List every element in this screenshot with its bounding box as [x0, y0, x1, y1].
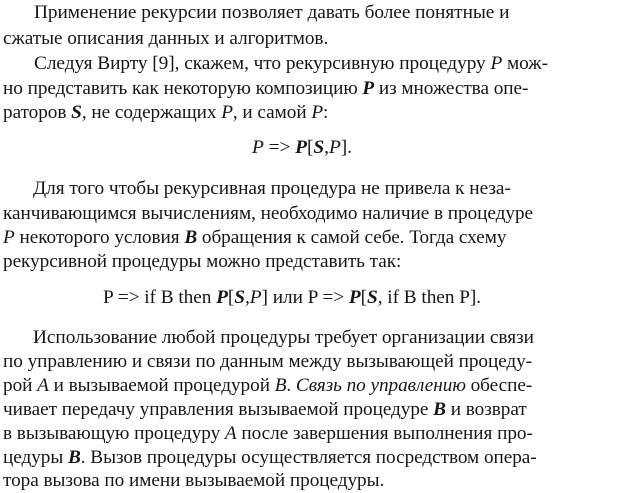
text: раторов [3, 102, 72, 123]
text: мож- [502, 53, 548, 74]
paragraph-3-line-1 [33, 177, 621, 201]
paragraph-1-line-1 [34, 1, 621, 25]
var-p: P [311, 102, 324, 123]
text: : [323, 102, 329, 123]
text: по управлению и связи по данным между вызывающей процеду- [3, 351, 533, 372]
text: рекурсивной процедуры можно представить так: [3, 251, 402, 272]
text: но представить как некоторую композицию [3, 78, 363, 99]
var-p-bold: P [362, 78, 375, 99]
bracket: [ [306, 137, 314, 158]
text: , не содержащих [81, 102, 222, 123]
var-a: A [37, 375, 49, 396]
paragraph-3-line-4 [3, 250, 621, 274]
var-s-bold: S [367, 287, 378, 308]
var-p: P [3, 227, 15, 248]
bracket: [ [360, 287, 368, 308]
var-p: P [249, 287, 262, 308]
text: канчивающимся вычислениям, необходимо наличие в процедуре [3, 203, 534, 224]
paragraph-2-line-1 [34, 52, 621, 76]
var-s-bold: S [234, 287, 246, 308]
paragraph-3-line-2 [3, 202, 621, 226]
var-p: P [328, 137, 341, 158]
text: P => if B then [103, 287, 217, 308]
text: из множества опе- [374, 78, 529, 99]
text: и возврат [445, 399, 527, 420]
var-p-bold: P [216, 287, 228, 308]
var-s-bold: S [71, 102, 82, 123]
text: Использование любой процедуры требует организации связи [33, 327, 534, 348]
paragraph-4-line-4 [3, 398, 621, 422]
text: Для того чтобы рекурсивная процедура не привела к неза- [33, 178, 511, 199]
text: в вызывающую процедуру [3, 423, 225, 444]
text: , if B then P]. [377, 287, 482, 308]
formula-2 [103, 286, 621, 310]
formula-1 [252, 136, 452, 160]
text: сжатые описания данных и алгоритмов. [3, 28, 329, 49]
text: , и самой [232, 102, 312, 123]
paragraph-4-line-6 [3, 446, 621, 470]
paragraph-4-line-5 [3, 422, 621, 446]
comma: , [245, 287, 250, 308]
term-control-link: Связь по управлению [295, 375, 466, 396]
bracket: ]. [340, 137, 352, 158]
paragraph-2-line-3 [3, 101, 621, 125]
var-b: B [274, 375, 287, 396]
comma: , [324, 137, 329, 158]
text: цедуры [3, 447, 68, 468]
text: некоторого условия [14, 227, 185, 248]
paragraph-1-line-2 [3, 27, 621, 51]
text: тора вызова по имени вызываемой процедуры. [3, 470, 385, 491]
text: . [286, 375, 296, 396]
bracket: [ [227, 287, 235, 308]
var-b-bold: B [184, 227, 198, 248]
arrow: => [263, 137, 296, 158]
paragraph-4-line-3 [3, 374, 621, 398]
var-a: A [224, 423, 237, 444]
text: и вызываемой процедурой [48, 375, 275, 396]
var-p-bold: P [295, 137, 307, 158]
var-b-bold: B [433, 399, 446, 420]
paragraph-2-line-2 [3, 77, 621, 101]
text: . Вызов процедуры осуществляется посредством опера- [80, 447, 537, 468]
text: рой [3, 375, 38, 396]
text: после завершения выполнения про- [236, 423, 533, 444]
paragraph-4-line-1 [33, 326, 621, 350]
var-b-bold: B [67, 447, 81, 468]
text: Применение рекурсии позволяет давать более понятные и [34, 2, 510, 23]
text: обеспе- [465, 375, 533, 396]
text: чивает передачу управления вызываемой процедуре [3, 399, 434, 420]
text: Следуя Вирту [9], скажем, что рекурсивную процедуру [34, 53, 491, 74]
text: обращения к самой себе. Тогда схему [197, 227, 507, 248]
var-p: P [490, 53, 503, 74]
var-p: P [221, 102, 233, 123]
paragraph-4-line-2 [3, 350, 621, 374]
var-p: P [252, 137, 264, 158]
paragraph-4-line-7 [3, 469, 621, 493]
var-p-bold: P [348, 287, 361, 308]
paragraph-3-line-3 [3, 226, 621, 250]
var-s-bold: S [313, 137, 325, 158]
text: ] или P => [261, 287, 349, 308]
